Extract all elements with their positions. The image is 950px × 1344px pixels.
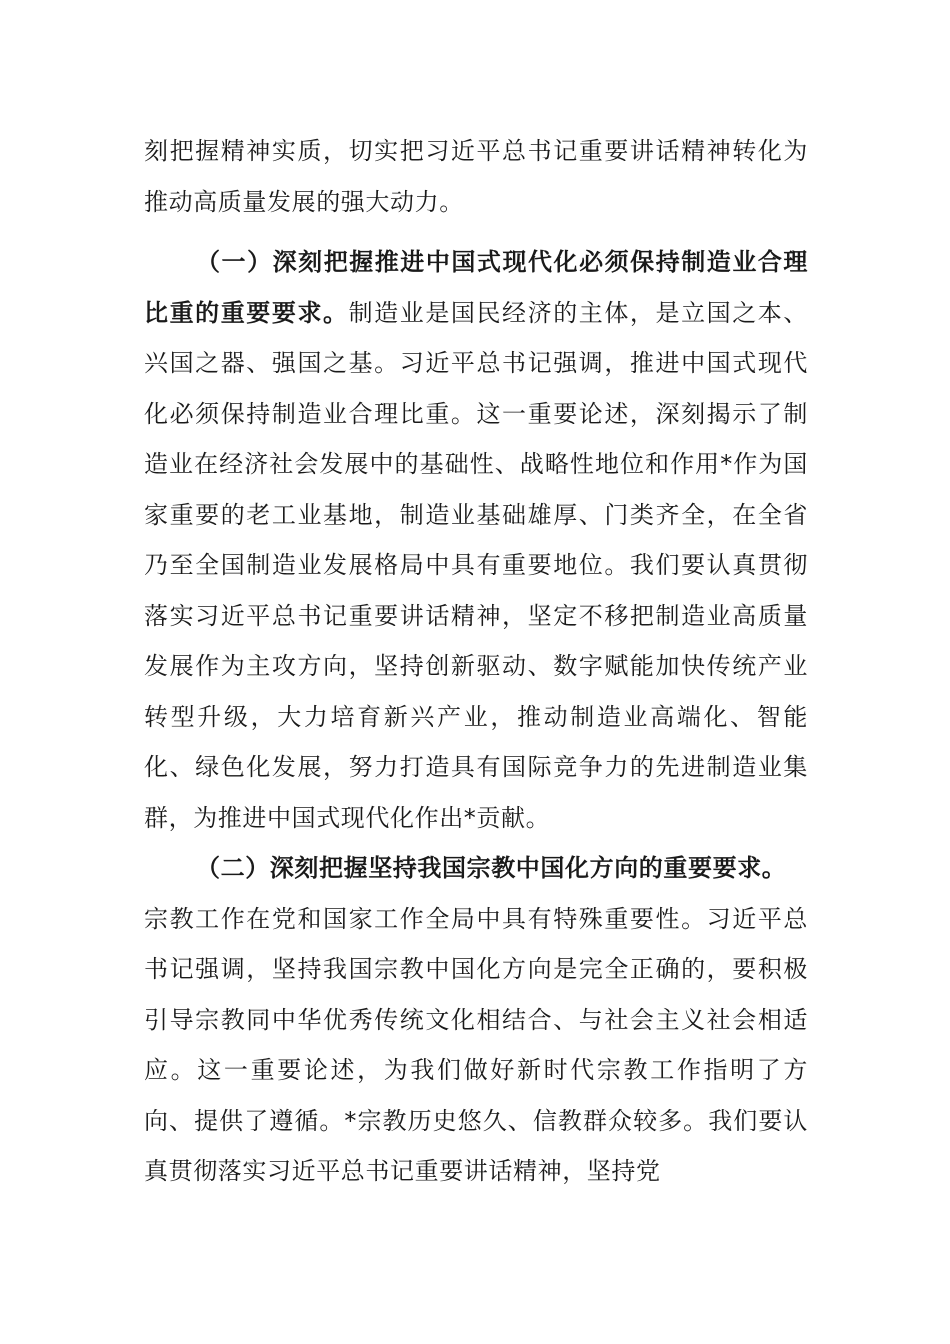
continuation-text: 刻把握精神实质，切实把习近平总书记重要讲话精神转化为推动高质量发展的强大动力。 [144,137,808,216]
section-two-body: 宗教工作在党和国家工作全局中具有特殊重要性。习近平总书记强调，坚持我国宗教中国化方向是完全正确的，要积极引导宗教同中华优秀传统文化相结合、与社会主义社会相适应。这一重要论述，为我们做好新时代宗教工作指明了方向、提供了遵循。*宗教历史悠久、信教群众较多。我们要认真贯彻落实习近平总书记重要讲话精神，坚持党 [144,904,808,1185]
section-one-text [144,237,808,843]
section-two-paragraph [144,843,808,1197]
continuation-paragraph [144,126,808,227]
section-two-heading [144,843,808,894]
section-one-heading: （一）深刻把握推进中国式现代化必须保持制造业合理比重的重要要求。 [144,248,808,327]
section-one-body: 制造业是国民经济的主体，是立国之本、兴国之器、强国之基。习近平总书记强调，推进中国式现代化必须保持制造业合理比重。这一重要论述，深刻揭示了制造业在经济社会发展中的基础性、战略性地位和作用*作为国家重要的老工业基地，制造业基础雄厚、门类齐全，在全省乃至全国制造业发展格局中具有重要地位。我们要认真贯彻落实习近平总书记重要讲话精神，坚定不移把制造业高质量发展作为主攻方向，坚持创新驱动、数字赋能加快传统产业转型升级，大力培育新兴产业，推动制造业高端化、智能化、绿色化发展，努力打造具有国际竞争力的先进制造业集群，为推进中国式现代化作出*贡献。 [144,298,808,832]
section-two-heading-text: （二）深刻把握坚持我国宗教中国化方向的重要要求。 [196,854,787,882]
section-one-paragraph [144,237,808,843]
